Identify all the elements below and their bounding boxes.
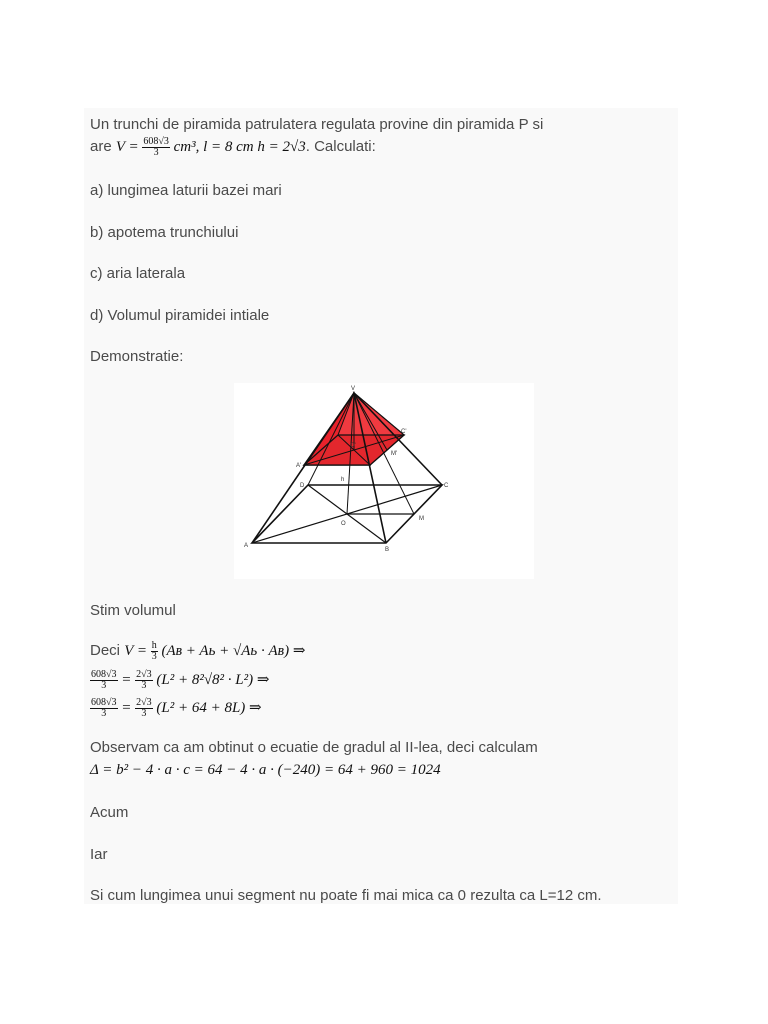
deci-label: Deci [90, 641, 121, 659]
equation-2: $\frac{608√3}{3}$ = $\frac{2√3}{3}$ (L² + 64 + 8L) ⇒ [91, 697, 262, 719]
label-B: B [385, 547, 390, 553]
problem-line-2-suffix: . Calculati: [305, 137, 376, 155]
red-pyramid-face-back [338, 393, 407, 435]
problem-line-2-prefix: are [90, 137, 112, 155]
question-b: b) apotema trunchiului [90, 224, 239, 241]
label-D: D [300, 483, 305, 489]
question-a: a) lungimea laturii bazei mari [90, 182, 282, 199]
edge-VA [252, 393, 354, 543]
pyramid-diagram [234, 383, 534, 579]
final-conclusion: Si cum lungimea unui segment nu poate fi mai mica ca 0 rezulta ca L=12 cm. [90, 887, 602, 904]
label-A1: A' [296, 463, 302, 469]
label-O: O [341, 521, 346, 527]
volume-formula: V = $\frac{h}{3}$ (Aʙ + Aь + √Aь · Aʙ) ⇒ [124, 640, 306, 662]
demonstratie-label: Demonstratie: [90, 348, 184, 365]
frustum-pyramid-figure [234, 383, 534, 579]
acum-label: Acum [90, 804, 129, 821]
eq2-lhs: $\frac{608√3}{3}$ [91, 697, 117, 719]
stim-volumul: Stim volumul [90, 602, 176, 619]
delta-formula: Δ = b² − 4 · a · c = 64 − 4 · a · (−240) = 64 + 960 = 1024 [90, 762, 441, 778]
equation-line-2 [90, 698, 262, 719]
label-M: M [419, 516, 424, 522]
observam-line: Observam ca am obtinut o ecuatie de gradul al II-lea, deci calculam [90, 739, 538, 756]
question-d: d) Volumul piramidei intiale [90, 307, 270, 324]
given-volume-fraction: $\frac{608√3}{3}$ [143, 136, 169, 158]
eq1-lhs: $\frac{608√3}{3}$ [91, 669, 117, 691]
equation-1: $\frac{608√3}{3}$ = $\frac{2√3}{3}$ (L² + 8²√8² · L²) ⇒ [91, 669, 270, 691]
label-O1: O' [350, 443, 356, 449]
delta-line [90, 761, 441, 779]
label-A: A [244, 543, 249, 549]
label-C: C [444, 483, 449, 489]
eq2-rhs-coef: $\frac{2√3}{3}$ [136, 697, 152, 719]
question-c: c) aria laterala [90, 265, 186, 282]
label-M1: M' [391, 451, 398, 457]
label-V: V [351, 386, 356, 392]
equation-line-1 [90, 670, 269, 691]
problem-line-2 [90, 137, 376, 158]
given-rest: cm³, l = 8 cm h = 2√3 [173, 138, 306, 155]
volume-formula-line [90, 641, 305, 662]
label-h: h [341, 477, 345, 483]
h-over-3: $\frac{h}{3}$ [151, 640, 157, 662]
label-C1: C' [401, 429, 407, 435]
problem-line-1: Un trunchi de piramida patrulatera regulata provine din piramida P si [90, 116, 544, 133]
iar-label: Iar [90, 846, 108, 863]
eq1-rhs-coef: $\frac{2√3}{3}$ [136, 669, 152, 691]
given-formula: V = $\frac{608√3}{3}$ cm³, l = 8 cm h = 2√3 [115, 136, 306, 158]
